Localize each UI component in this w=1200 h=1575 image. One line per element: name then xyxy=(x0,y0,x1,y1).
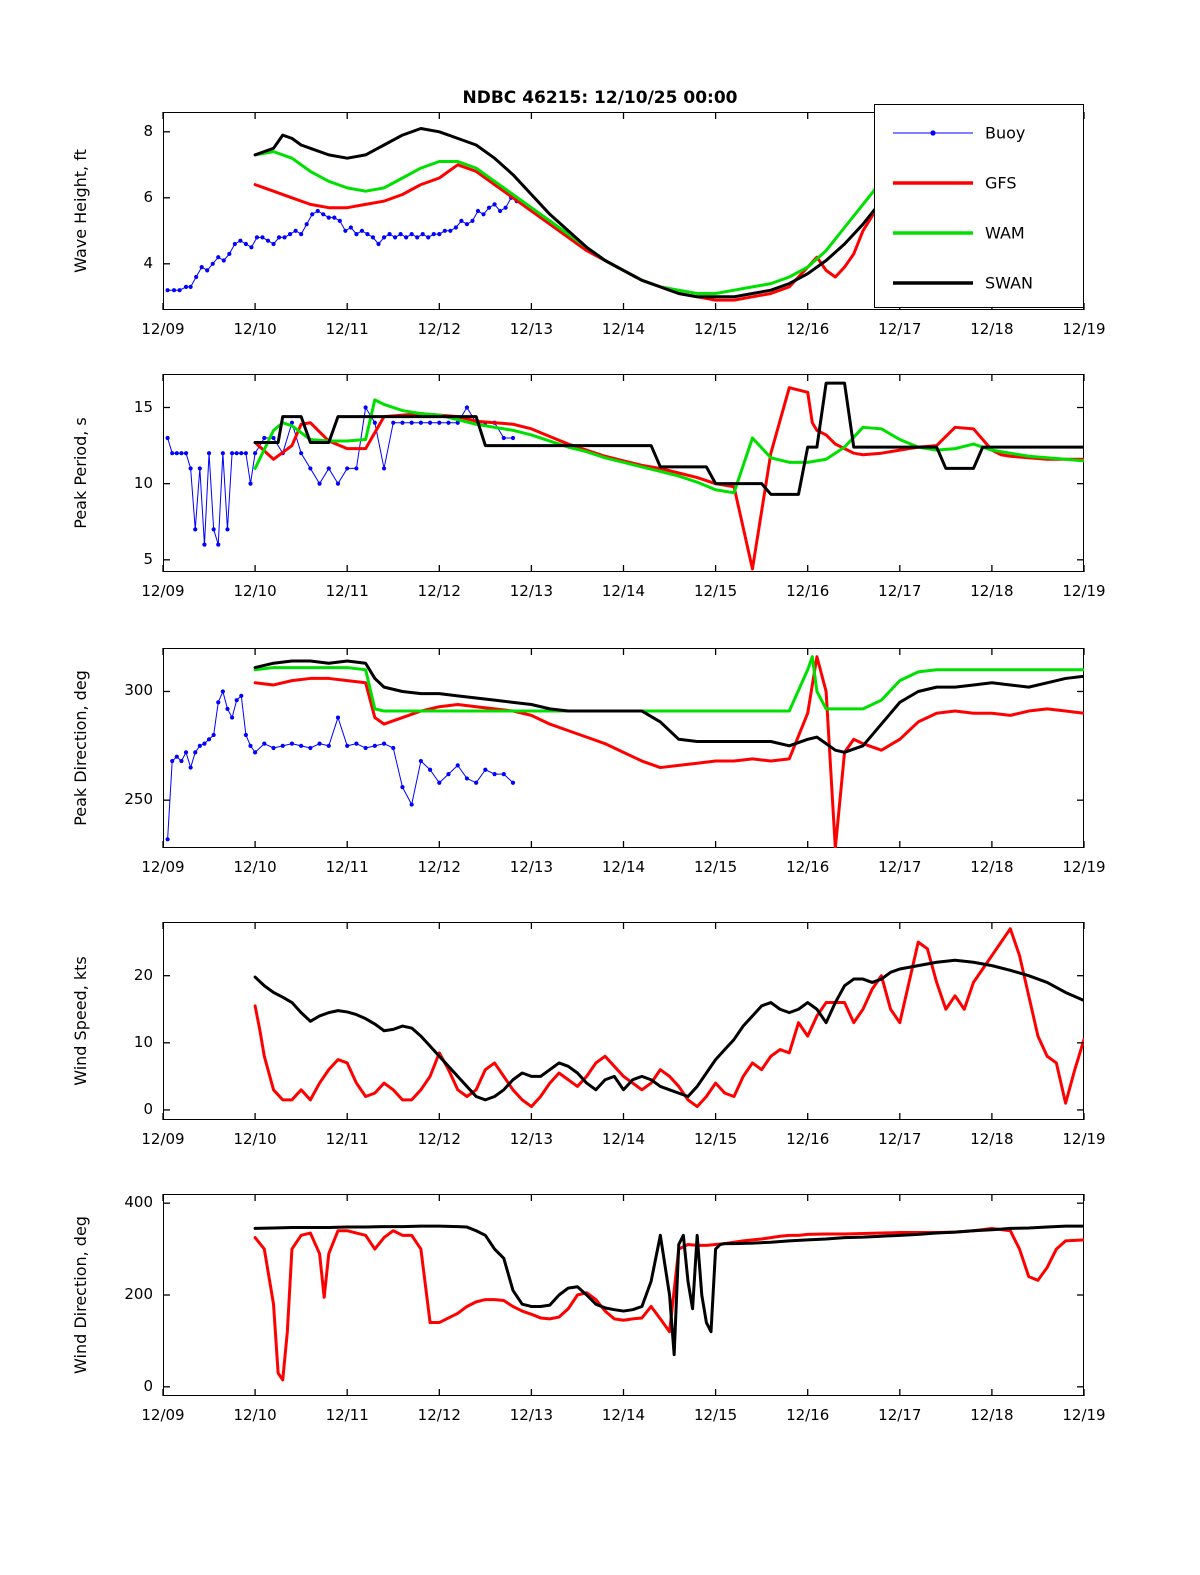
x-tick-label: 12/15 xyxy=(693,858,738,876)
y-tick-label: 300 xyxy=(124,681,153,700)
x-tick-label: 12/12 xyxy=(417,858,461,876)
legend xyxy=(874,104,1084,308)
x-tick-label: 12/15 xyxy=(693,320,738,338)
x-tick-label: 12/17 xyxy=(878,1406,922,1424)
x-tick-label: 12/14 xyxy=(601,320,646,338)
legend-label-wam: WAM xyxy=(985,223,1025,243)
x-tick-label: 12/19 xyxy=(1062,1130,1106,1148)
y-axis-label: Peak Period, s xyxy=(71,417,90,529)
x-tick-label: 12/09 xyxy=(141,1406,185,1424)
x-tick-label: 12/17 xyxy=(878,320,922,338)
x-tick-label: 12/17 xyxy=(878,1130,922,1148)
x-tick-label: 12/10 xyxy=(233,320,277,338)
x-tick-label: 12/09 xyxy=(141,1130,185,1148)
x-tick-label: 12/15 xyxy=(693,1406,738,1424)
x-tick-label: 12/12 xyxy=(417,320,461,338)
x-tick-label: 12/14 xyxy=(601,1130,646,1148)
x-tick-label: 12/09 xyxy=(141,858,185,876)
x-tick-label: 12/13 xyxy=(509,582,553,600)
y-tick-label: 20 xyxy=(133,965,153,984)
page-title: NDBC 46215: 12/10/25 00:00 xyxy=(462,88,738,108)
x-tick-label: 12/17 xyxy=(878,582,922,600)
y-tick-label: 200 xyxy=(124,1285,153,1303)
x-tick-label: 12/18 xyxy=(970,1130,1014,1148)
y-tick-label: 400 xyxy=(124,1193,153,1212)
x-tick-label: 12/16 xyxy=(786,1130,830,1148)
x-tick-label: 12/14 xyxy=(601,858,646,876)
y-tick-label: 5 xyxy=(143,549,153,568)
y-axis-label: Peak Direction, deg xyxy=(71,670,90,826)
y-tick-label: 4 xyxy=(143,253,153,272)
x-tick-label: 12/19 xyxy=(1062,320,1106,338)
x-tick-label: 12/17 xyxy=(878,858,922,876)
y-tick-label: 8 xyxy=(143,121,153,140)
x-tick-label: 12/14 xyxy=(601,1406,646,1424)
x-tick-label: 12/11 xyxy=(325,582,369,600)
x-tick-label: 12/10 xyxy=(233,858,277,876)
x-tick-label: 12/19 xyxy=(1062,858,1106,876)
x-tick-label: 12/16 xyxy=(786,858,830,876)
x-tick-label: 12/12 xyxy=(417,1130,461,1148)
y-tick-label: 0 xyxy=(143,1376,153,1395)
x-tick-label: 12/10 xyxy=(233,582,277,600)
x-tick-label: 12/18 xyxy=(970,582,1014,600)
x-tick-label: 12/12 xyxy=(417,582,461,600)
axis-ticks-5 xyxy=(163,1194,1084,1396)
x-tick-label: 12/19 xyxy=(1062,582,1106,600)
x-tick-label: 12/15 xyxy=(693,582,738,600)
x-tick-label: 12/10 xyxy=(233,1130,277,1148)
legend-label-swan: SWAN xyxy=(985,273,1034,293)
y-tick-label: 15 xyxy=(133,397,153,416)
x-tick-label: 12/16 xyxy=(786,582,830,600)
x-tick-label: 12/16 xyxy=(786,1406,830,1424)
legend-label-buoy: Buoy xyxy=(985,123,1026,143)
y-tick-label: 250 xyxy=(124,790,153,809)
y-axis-label: Wave Height, ft xyxy=(71,149,90,273)
legend-label-gfs: GFS xyxy=(985,173,1017,193)
x-tick-label: 12/13 xyxy=(509,320,553,338)
x-tick-label: 12/13 xyxy=(509,1406,553,1424)
x-tick-label: 12/19 xyxy=(1062,1406,1106,1424)
x-tick-label: 12/18 xyxy=(970,1406,1014,1424)
y-tick-label: 6 xyxy=(143,187,153,206)
y-axis-label: Wind Speed, kts xyxy=(71,956,90,1086)
x-tick-label: 12/11 xyxy=(325,858,369,876)
y-tick-label: 10 xyxy=(133,473,153,492)
x-tick-label: 12/11 xyxy=(325,320,369,338)
x-tick-label: 12/09 xyxy=(141,582,185,600)
x-tick-label: 12/18 xyxy=(970,320,1014,338)
x-tick-label: 12/11 xyxy=(325,1130,369,1148)
x-tick-label: 12/09 xyxy=(141,320,185,338)
x-tick-label: 12/14 xyxy=(601,582,646,600)
y-tick-label: 10 xyxy=(133,1032,153,1051)
y-axis-label: Wind Direction, deg xyxy=(71,1216,90,1374)
x-tick-label: 12/15 xyxy=(693,1130,738,1148)
x-tick-label: 12/11 xyxy=(325,1406,369,1424)
x-tick-label: 12/13 xyxy=(509,858,553,876)
x-tick-label: 12/13 xyxy=(509,1130,553,1148)
x-tick-label: 12/10 xyxy=(233,1406,277,1424)
y-tick-label: 0 xyxy=(143,1099,153,1118)
x-tick-label: 12/18 xyxy=(970,858,1014,876)
x-tick-label: 12/12 xyxy=(417,1406,461,1424)
x-tick-label: 12/16 xyxy=(786,320,830,338)
